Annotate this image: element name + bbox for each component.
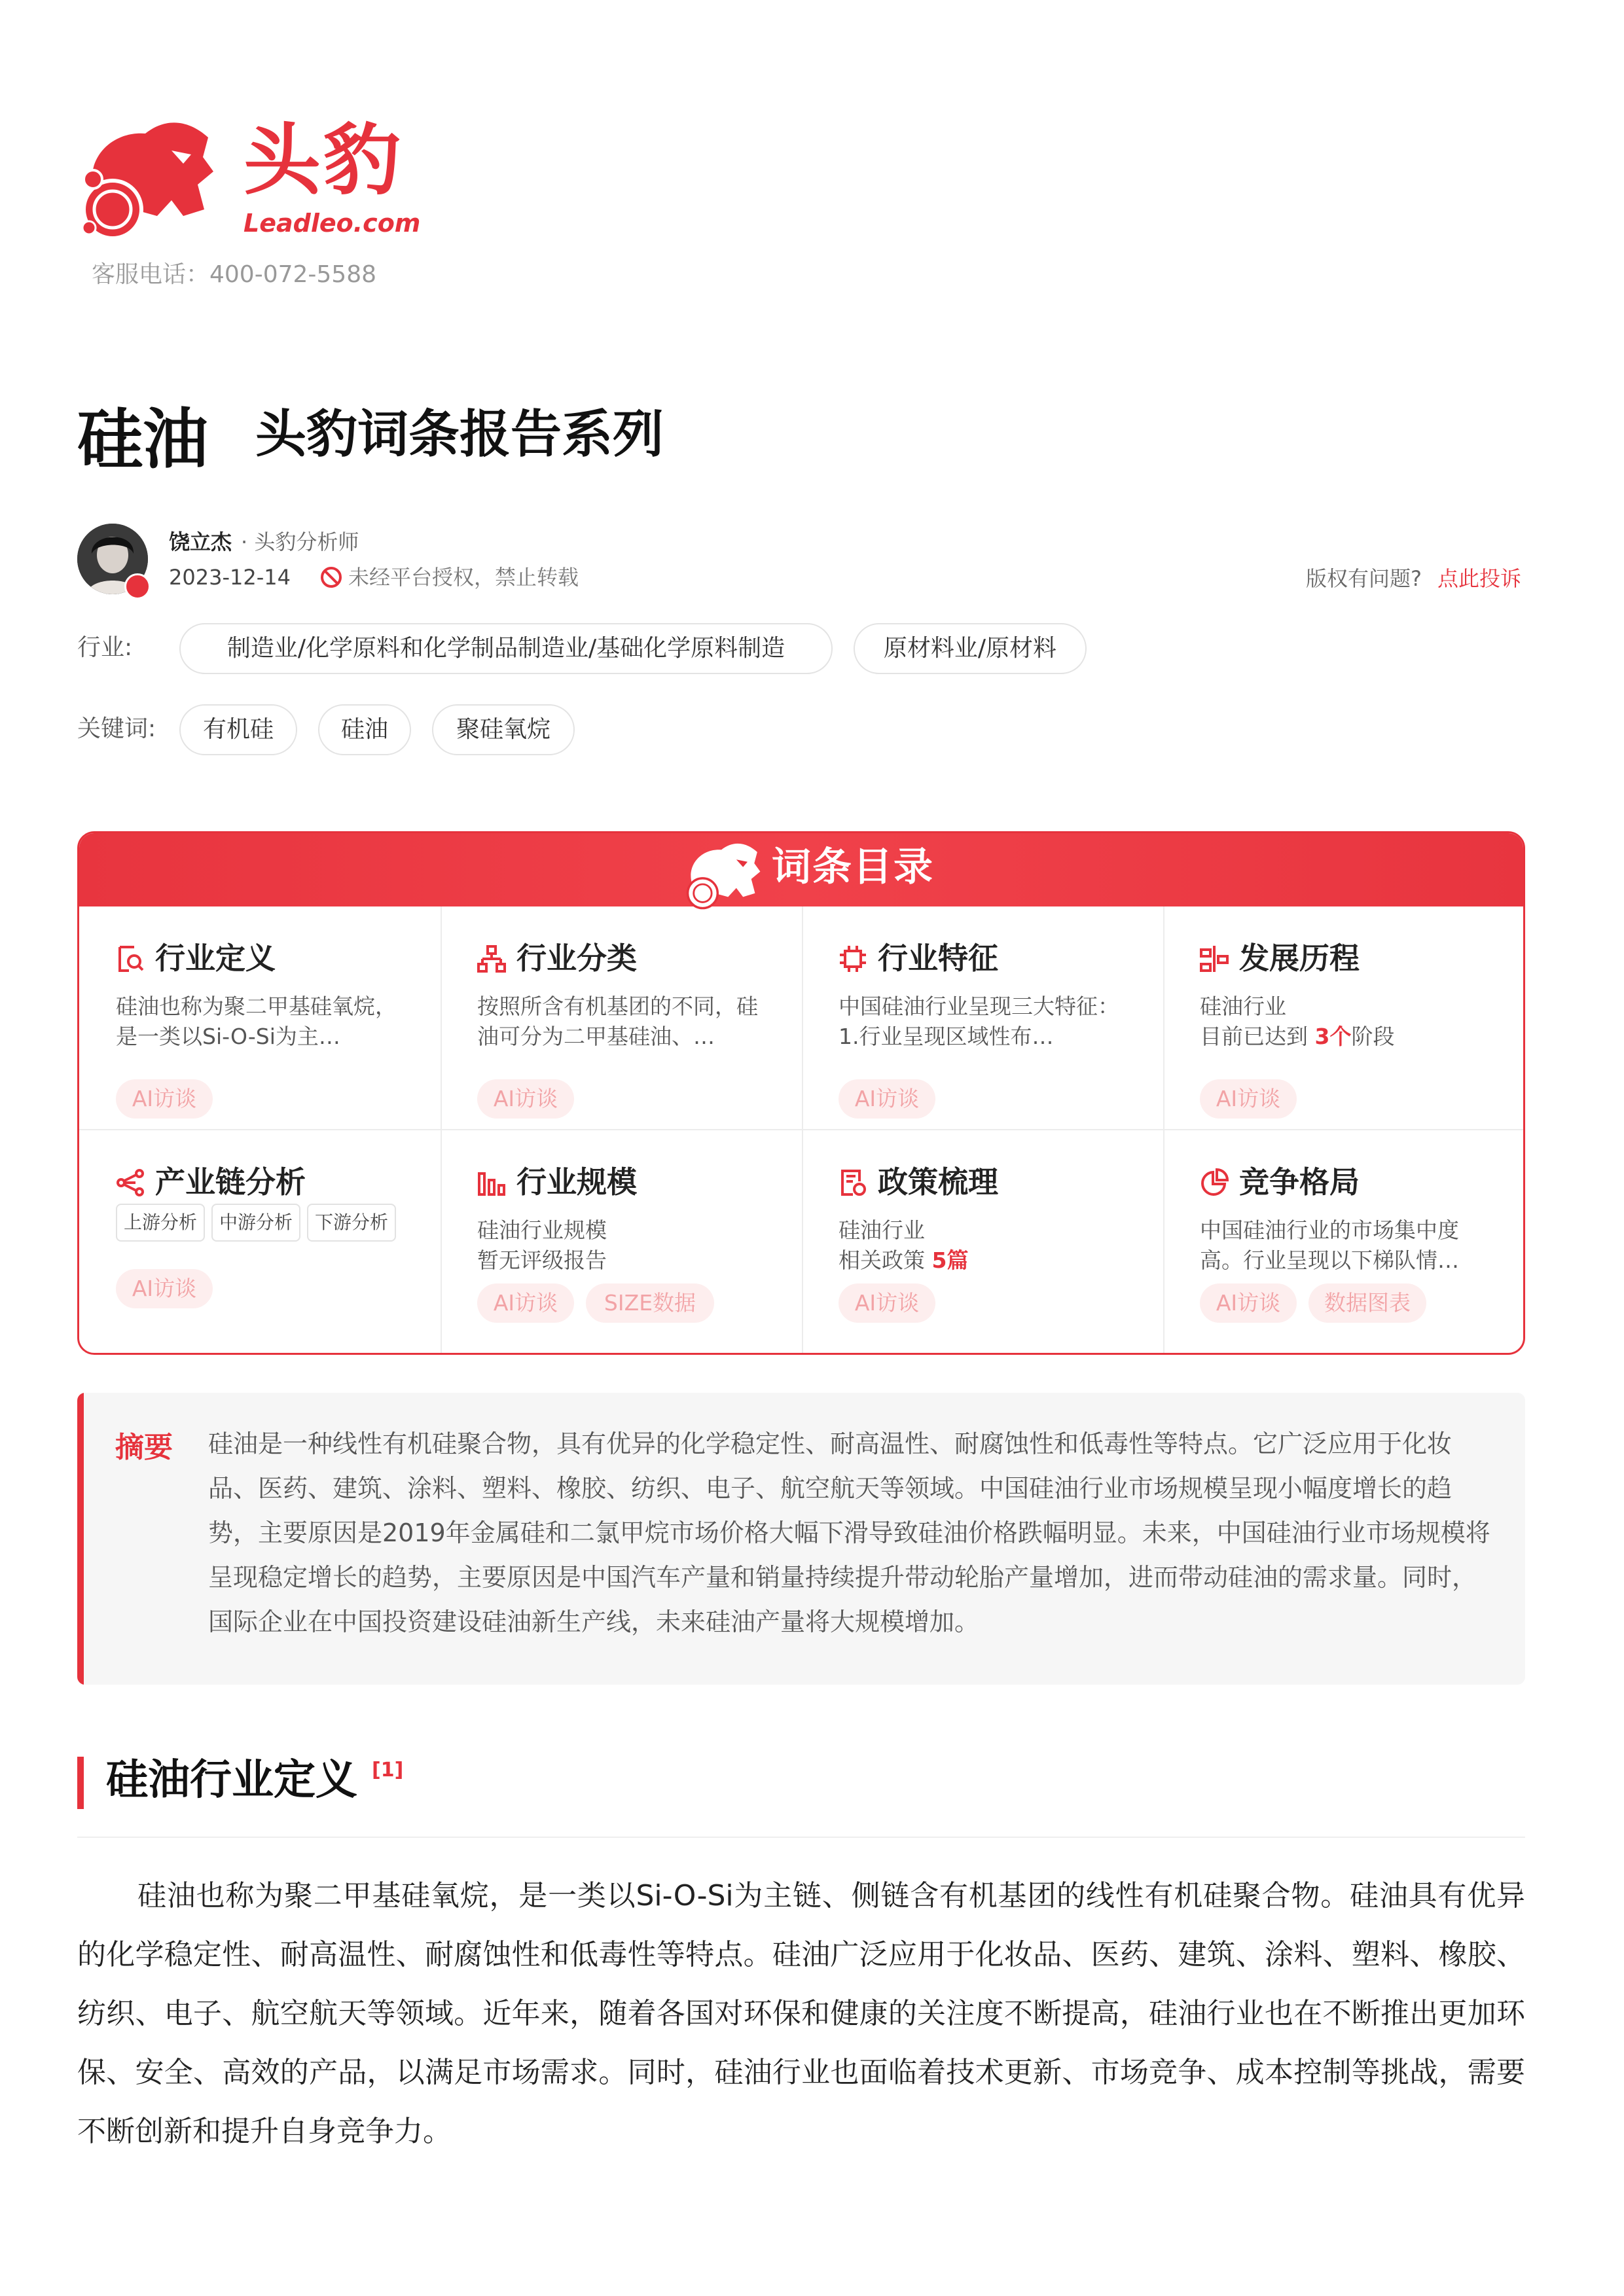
chip-icon [839, 944, 867, 973]
author-name[interactable]: 饶立杰 [169, 529, 232, 554]
brand-name-en: Leadleo.com [244, 209, 421, 238]
toc-item-desc: 中国硅油行业的市场集中度高。行业呈现以下梯队情… [1200, 1217, 1459, 1273]
keywords-label: 关键词: [77, 715, 156, 742]
pie-chart-icon [1200, 1168, 1229, 1197]
reference-link[interactable]: [1] [372, 1759, 404, 1782]
ai-interview-button[interactable]: AI访谈 [116, 1079, 213, 1119]
toc-item-desc [477, 1215, 765, 1276]
ai-interview-button[interactable]: AI访谈 [477, 1283, 574, 1323]
section-accent-bar [77, 1757, 84, 1809]
brand-name-cn: 头豹 [244, 115, 404, 206]
toc-item-desc-line: 目前已达到 3个阶段 [1200, 1024, 1395, 1049]
midstream-analysis-tag[interactable]: 中游分析 [211, 1204, 300, 1242]
ai-interview-button[interactable]: AI访谈 [1200, 1283, 1297, 1323]
author-role: · 头豹分析师 [241, 529, 359, 554]
toc-item-title: 行业特征 [878, 941, 998, 976]
timeline-icon [1200, 944, 1229, 973]
toc-item-desc-line: 暂无评级报告 [477, 1247, 607, 1273]
service-phone: 客服电话：400-072-5588 [92, 261, 377, 288]
ai-interview-button[interactable]: AI访谈 [839, 1079, 935, 1119]
toc-header [79, 833, 1523, 906]
toc-item-title: 竞争格局 [1239, 1164, 1360, 1200]
publish-date: 2023-12-14 [169, 565, 291, 590]
toc-item-chain[interactable] [79, 1130, 441, 1353]
industry-label: 行业: [77, 634, 133, 661]
section-divider [77, 1837, 1525, 1838]
toc-item-features[interactable] [802, 906, 1163, 1129]
toc-item-title: 发展历程 [1239, 941, 1360, 976]
summary-box [77, 1393, 1525, 1685]
toc-card [77, 831, 1525, 1355]
leopard-logo-icon [678, 837, 765, 916]
toc-item-history[interactable] [1163, 906, 1525, 1129]
toc-item-desc [1200, 992, 1488, 1052]
toc-item-desc: 按照所含有机基团的不同，硅油可分为二甲基硅油、… [477, 994, 758, 1049]
toc-item-competition[interactable] [1163, 1130, 1525, 1353]
report-series: 头豹词条报告系列 [255, 405, 664, 464]
toc-item-desc: 中国硅油行业呈现三大特征：1.行业呈现区域性布… [839, 994, 1119, 1049]
toc-item-classification[interactable] [441, 906, 802, 1129]
upstream-analysis-tag[interactable]: 上游分析 [116, 1204, 205, 1242]
leopard-logo-icon [73, 111, 217, 249]
toc-item-title: 行业定义 [155, 941, 276, 976]
keyword-tag[interactable]: 硅油 [318, 704, 411, 755]
data-chart-button[interactable]: 数据图表 [1308, 1283, 1426, 1323]
toc-item-desc [839, 1215, 1127, 1276]
toc-item-desc-line: 硅油行业规模 [477, 1217, 607, 1243]
industry-tag[interactable]: 制造业/化学原料和化学制品制造业/基础化学原料制造 [179, 623, 833, 674]
toc-item-title: 产业链分析 [155, 1164, 306, 1200]
industry-tag[interactable]: 原材料业/原材料 [854, 623, 1087, 674]
toc-title: 词条目录 [772, 844, 934, 890]
forbidden-icon [319, 565, 343, 589]
downstream-analysis-tag[interactable]: 下游分析 [307, 1204, 396, 1242]
toc-item-desc-line: 硅油行业 [839, 1217, 925, 1243]
complaint-link[interactable]: 点此投诉 [1437, 566, 1522, 591]
ai-interview-button[interactable]: AI访谈 [477, 1079, 574, 1119]
chain-icon [116, 1168, 145, 1197]
toc-item-title: 行业分类 [516, 941, 637, 976]
ai-interview-button[interactable]: AI访谈 [116, 1269, 213, 1308]
stage-count: 3个 [1314, 1024, 1352, 1049]
keyword-tag[interactable]: 有机硅 [179, 704, 297, 755]
copyright-question: 版权有问题? [1306, 566, 1422, 591]
search-doc-icon [116, 944, 145, 973]
toc-item-scale[interactable] [441, 1130, 802, 1353]
toc-item-desc-line: 相关政策 5篇 [839, 1247, 969, 1273]
size-data-button[interactable]: SIZE数据 [586, 1283, 714, 1323]
bar-chart-icon [477, 1168, 506, 1197]
ai-interview-button[interactable]: AI访谈 [839, 1283, 935, 1323]
section-title: 硅油行业定义 [106, 1756, 357, 1804]
summary-label: 摘要 [115, 1431, 173, 1464]
hierarchy-icon [477, 944, 506, 973]
ai-interview-button[interactable]: AI访谈 [1200, 1079, 1297, 1119]
keyword-tag[interactable]: 聚硅氧烷 [432, 704, 575, 755]
summary-accent-bar [77, 1393, 84, 1685]
toc-item-definition[interactable] [79, 906, 441, 1129]
toc-item-title: 政策梳理 [878, 1164, 998, 1200]
no-repost-notice: 未经平台授权，禁止转载 [348, 565, 579, 590]
toc-item-policy[interactable] [802, 1130, 1163, 1353]
report-title: 硅油 [77, 401, 208, 478]
toc-item-desc-line: 硅油行业 [1200, 994, 1286, 1019]
author-verified-badge-icon [124, 573, 151, 600]
summary-text: 硅油是一种线性有机硅聚合物，具有优异的化学稳定性、耐高温性、耐腐蚀性和低毒性等特点。它广泛应用于化妆品、医药、建筑、涂料、塑料、橡胶、纺织、电子、航空航天等领域。中国硅油行业市场规模呈现小幅度增长的趋势，主要原因是2019年金属硅和二氯甲烷市场价格大幅下滑导致硅油价格跌幅明显。未来，中国硅油行业市场规模将呈现稳定增长的趋势，主要原因是中国汽车产量和销量持续提升带动轮胎产量增加，进而带动硅油的需求量。同时，国际企业在中国投资建设硅油新生产线，未来硅油产量将大规模增加。 [208, 1429, 1490, 1636]
toc-item-desc: 硅油也称为聚二甲基硅氧烷，是一类以Si-O-Si为主… [116, 994, 397, 1049]
policy-doc-icon [839, 1168, 867, 1197]
section-body: 硅油也称为聚二甲基硅氧烷，是一类以Si-O-Si为主链、侧链含有机基团的线性有机硅聚合物。硅油具有优异的化学稳定性、耐高温性、耐腐蚀性和低毒性等特点。硅油广泛应用于化妆品、医药、建筑、涂料、塑料、橡胶、纺织、电子、航空航天等领域。近年来，随着各国对环保和健康的关注度不断提高，硅油行业也在不断推出更加环保、安全、高效的产品，以满足市场需求。同时，硅油行业也面临着技术更新、市场竞争、成本控制等挑战，需要不断创新和提升自身竞争力。 [77, 1879, 1525, 2148]
toc-item-title: 行业规模 [516, 1164, 637, 1200]
policy-count: 5篇 [931, 1247, 969, 1273]
